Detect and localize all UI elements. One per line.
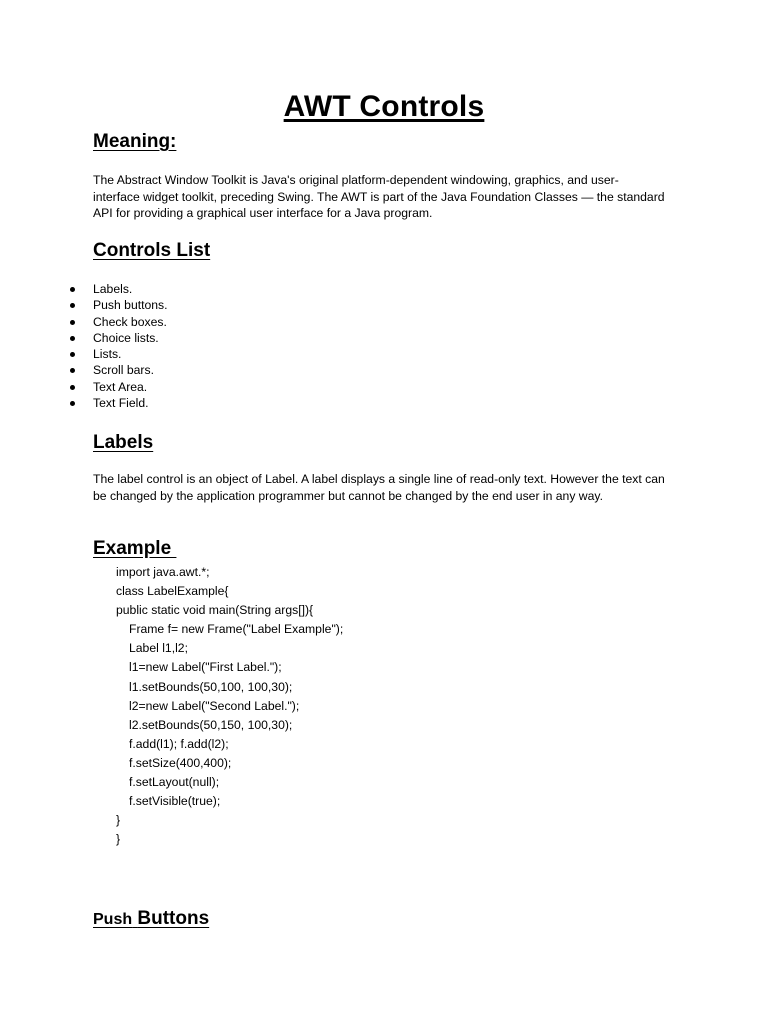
example-heading: Example xyxy=(93,538,177,559)
bullet-icon xyxy=(70,287,75,292)
list-item xyxy=(0,362,168,378)
controls-list-heading: Controls List xyxy=(93,240,211,261)
code-line: l2.setBounds(50,150, 100,30); xyxy=(129,717,293,732)
list-item xyxy=(0,346,168,362)
list-item xyxy=(0,379,168,395)
list-item-label: Text Area. xyxy=(93,379,148,394)
list-item-label: Lists. xyxy=(93,347,122,362)
labels-paragraph: The label control is an object of Label. A label displays a single line of read-only text. However the text can be changed by the application programmer but cannot be changed by the end user in any way. xyxy=(93,472,665,503)
code-line: l1.setBounds(50,100, 100,30); xyxy=(129,679,293,694)
bullet-icon xyxy=(70,368,75,373)
push-buttons-heading-word1: Push xyxy=(93,911,133,928)
list-item xyxy=(0,297,168,313)
code-line: f.setLayout(null); xyxy=(129,775,220,790)
bullet-icon xyxy=(70,320,75,325)
controls-bullet-list xyxy=(0,281,168,411)
list-item xyxy=(0,281,168,297)
list-item-label: Check boxes. xyxy=(93,314,167,329)
bullet-icon xyxy=(70,303,75,308)
code-line: f.add(l1); f.add(l2); xyxy=(129,736,229,751)
list-item-label: Push buttons. xyxy=(93,298,168,313)
bullet-icon xyxy=(70,385,75,390)
document-title: AWT Controls xyxy=(283,90,485,123)
list-item xyxy=(0,395,168,411)
bullet-icon xyxy=(70,352,75,357)
code-line: Label l1,l2; xyxy=(129,641,188,656)
code-line: class LabelExample{ xyxy=(116,584,229,599)
push-buttons-heading xyxy=(93,908,209,930)
bullet-icon xyxy=(70,336,75,341)
meaning-paragraph: The Abstract Window Toolkit is Java's original platform-dependent windowing, graphics, and user-interface widget toolkit, preceding Swing. The AWT is part of the Java Foundation Classes — the standard API for providing a graphical user interface for a Java program. xyxy=(93,173,665,220)
code-line: public static void main(String args[]){ xyxy=(116,603,314,618)
list-item xyxy=(0,330,168,346)
push-buttons-heading-word2: Buttons xyxy=(137,908,210,929)
code-line: l2=new Label("Second Label."); xyxy=(129,698,300,713)
code-line: } xyxy=(116,813,121,828)
code-line: import java.awt.*; xyxy=(116,565,210,579)
code-line: Frame f= new Frame("Label Example"); xyxy=(129,622,344,637)
list-item-label: Text Field. xyxy=(93,396,149,411)
list-item xyxy=(0,314,168,330)
list-item-label: Choice lists. xyxy=(93,330,159,345)
code-block xyxy=(116,563,343,849)
code-line: f.setVisible(true); xyxy=(129,794,221,809)
code-line: f.setSize(400,400); xyxy=(129,755,232,770)
list-item-label: Scroll bars. xyxy=(93,363,154,378)
meaning-heading: Meaning: xyxy=(93,131,177,152)
list-item-label: Labels. xyxy=(93,282,133,296)
labels-heading: Labels xyxy=(93,432,154,453)
code-line: l1=new Label("First Label."); xyxy=(129,660,282,675)
code-line: } xyxy=(116,832,121,847)
bullet-icon xyxy=(70,401,75,406)
